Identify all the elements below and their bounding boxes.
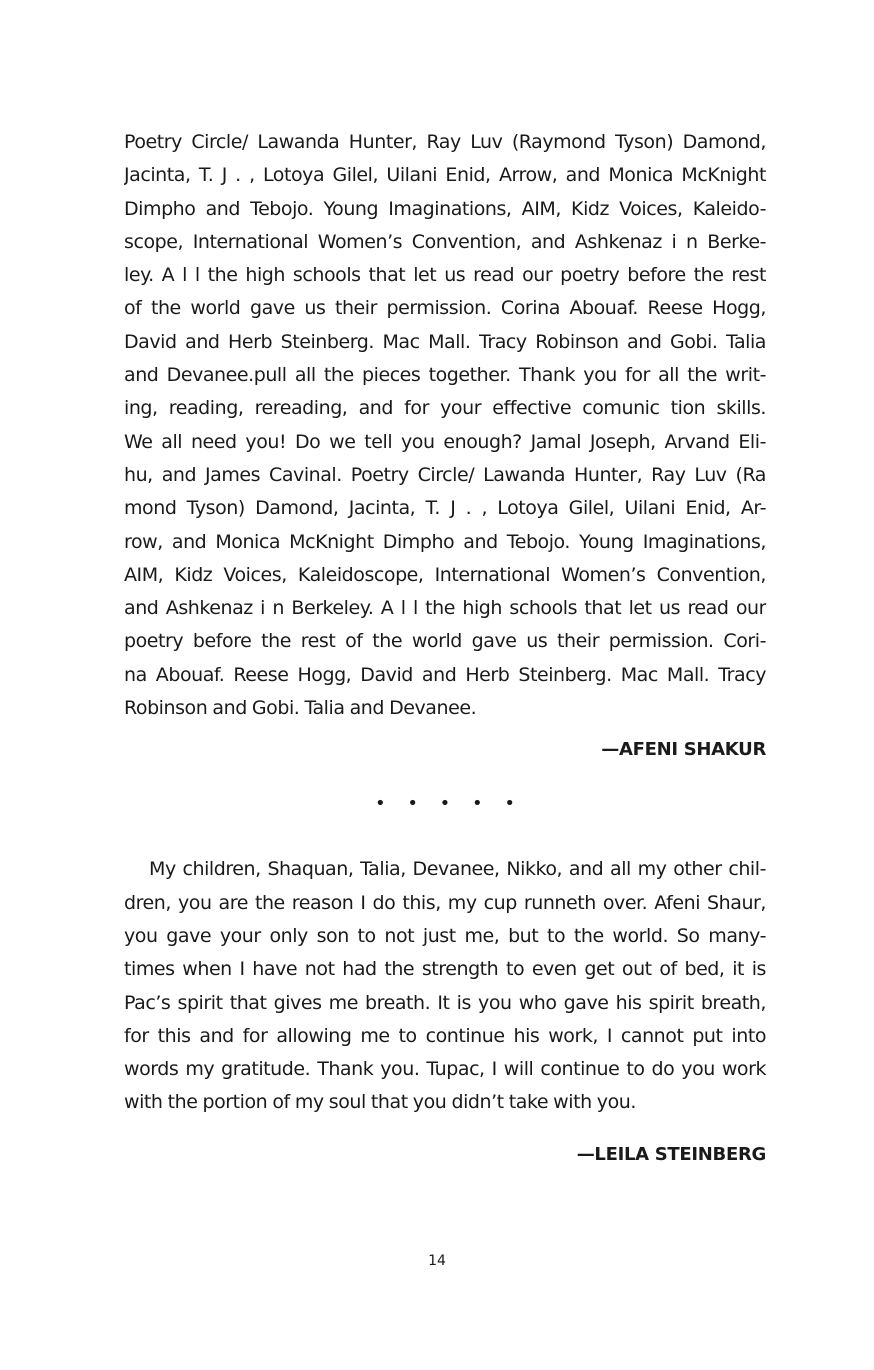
acknowledgement-paragraph-2 (124, 853, 766, 1119)
text-line: David and Herb Steinberg. Mac Mall. Tracy Robinson and Gobi. Talia (124, 330, 766, 353)
text-line: words my gratitude. Thank you. Tupac, I will continue to do you work (124, 1058, 766, 1081)
text-line: of the world gave us their permission. Corina Abouaf. Reese Hogg, (124, 297, 766, 320)
text-line: scope, International Women’s Convention, and Ashkenaz i n Berke- (124, 230, 766, 253)
text-line: times when I have not had the strength to even get out of bed, it is (124, 958, 766, 981)
text-line: Jacinta, T. J . , Lotoya Gilel, Uilani Enid, Arrow, and Monica McKnight (124, 164, 766, 187)
text-line: ing, reading, rereading, and for your effective comunic tion skills. (124, 397, 766, 420)
text-line: Pac’s spirit that gives me breath. It is you who gave his spirit breath, (124, 991, 766, 1014)
text-line: you gave your only son to not just me, but to the world. So many- (124, 924, 766, 947)
text-line: My children, Shaquan, Talia, Devanee, Nikko, and all my other chil- (149, 858, 766, 881)
section-divider: • • • • • (375, 793, 523, 815)
text-line: Dimpho and Tebojo. Young Imaginations, AIM, Kidz Voices, Kaleido- (124, 197, 766, 220)
text-line: na Abouaf. Reese Hogg, David and Herb Steinberg. Mac Mall. Tracy (124, 663, 766, 686)
acknowledgement-paragraph-1 (124, 126, 766, 725)
page-content (124, 126, 766, 1167)
text-line: for this and for allowing me to continue his work, I cannot put into (124, 1024, 766, 1047)
text-line: hu, and James Cavinal. Poetry Circle/ Lawanda Hunter, Ray Luv (Ra (124, 463, 766, 486)
text-line: dren, you are the reason I do this, my cup runneth over. Afeni Shaur, (124, 891, 766, 914)
text-line: Poetry Circle/ Lawanda Hunter, Ray Luv (Raymond Tyson) Damond, (124, 131, 766, 153)
text-line: with the portion of my soul that you didn’t take with you. (124, 1091, 636, 1114)
text-line: row, and Monica McKnight Dimpho and Tebojo. Young Imaginations, (124, 530, 766, 553)
signature-leila-steinberg: —LEILA STEINBERG (576, 1143, 766, 1165)
text-line: and Devanee.pull all the pieces together. Thank you for all the writ- (124, 364, 766, 387)
text-line: We all need you! Do we tell you enough? Jamal Joseph, Arvand Eli- (124, 430, 766, 453)
text-line: and Ashkenaz i n Berkeley. A l l the high schools that let us read our (124, 597, 766, 620)
signature-afeni-shakur: —AFENI SHAKUR (601, 739, 766, 761)
text-line: mond Tyson) Damond, Jacinta, T. J . , Lotoya Gilel, Uilani Enid, Ar- (124, 497, 766, 520)
text-line: Robinson and Gobi. Talia and Devanee. (124, 697, 477, 720)
text-line: ley. A l l the high schools that let us read our poetry before the rest (124, 264, 766, 287)
text-line: AIM, Kidz Voices, Kaleidoscope, International Women’s Convention, (124, 563, 766, 586)
page-number: 14 (428, 1253, 446, 1269)
text-line: poetry before the rest of the world gave us their permission. Cori- (124, 630, 766, 653)
